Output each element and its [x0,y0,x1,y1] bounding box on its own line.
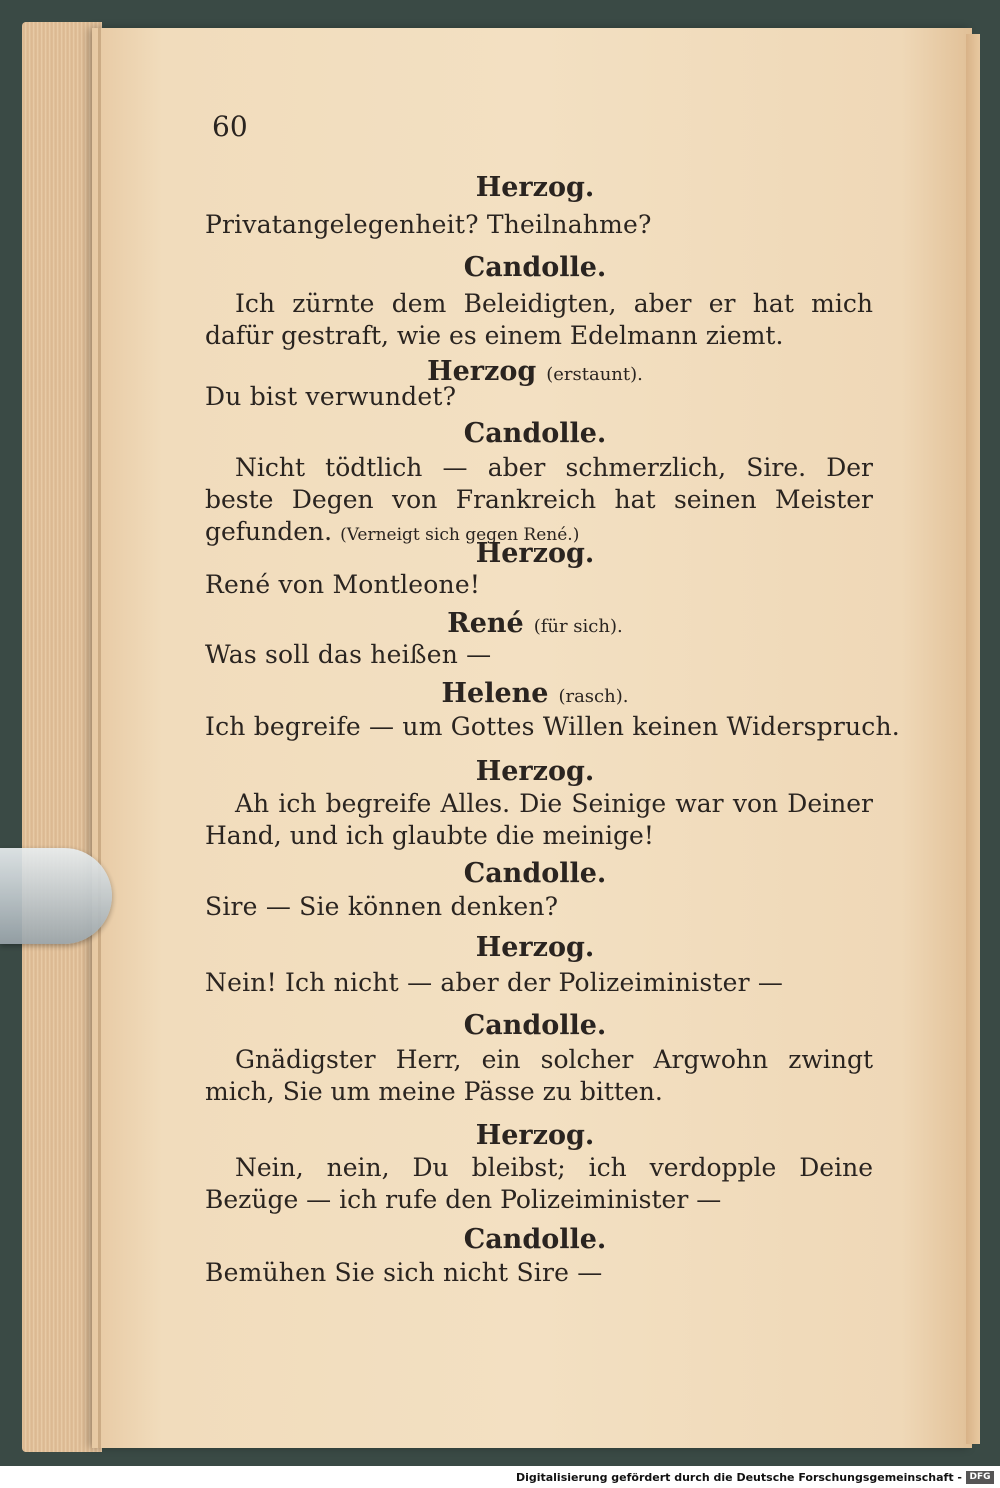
dialogue-line: René von Montleone! [205,570,481,599]
speaker-heading: Herzog. [475,1120,595,1151]
speaker-heading: Candolle. [463,418,607,449]
dialogue-paragraph: Nein, nein, Du bleibst; ich verdopple Deine Bezüge — ich rufe den Polizeiminister — [205,1153,873,1214]
dfg-logo-icon: DFG [966,1471,994,1484]
dialogue-line: Ich begreife — um Gottes Willen keinen Widerspruch. [205,712,900,741]
page-stack-edge [22,22,102,1452]
stage-direction: (für sich). [533,616,623,637]
speaker-heading: Candolle. [463,252,607,283]
speaker-heading: René (für sich). [447,608,623,639]
dialogue-line: Du bist verwundet? [205,382,457,411]
page-number: 60 [212,110,248,143]
dialogue-paragraph: Ah ich begreife Alles. Die Seinige war von Deiner Hand, und ich glaubte die meinige! [205,789,873,850]
stage-direction: (Verneigt sich gegen René.) [340,525,580,545]
page-clip [0,848,112,944]
dialogue-paragraph: Gnädigster Herr, ein solcher Argwohn zwingt mich, Sie um meine Pässe zu bitten. [205,1045,873,1106]
dialogue-paragraph: Ich zürnte dem Beleidigten, aber er hat mich dafür gestraft, wie es einem Edelmann ziemt. [205,289,873,350]
footer-credit: Digitalisierung gefördert durch die Deutsche Forschungsgemeinschaft - [515,1471,962,1484]
dialogue-line: Privatangelegenheit? Theilnahme? [205,210,652,239]
speaker-heading: Herzog. [475,756,595,787]
stage-direction: (erstaunt). [546,364,643,385]
dialogue-paragraph: Nicht tödtlich — aber schmerzlich, Sire. Der beste Degen von Frankreich hat seinen Meister gefunden. (Verneigt sich gegen René.) [205,453,873,546]
dialogue-line: Sire — Sie können denken? [205,892,559,921]
dialogue-line: Was soll das heißen — [205,640,492,669]
speaker-heading: Candolle. [463,1010,607,1041]
speaker-heading: Helene (rasch). [441,678,629,709]
dialogue-line: Nein! Ich nicht — aber der Polizeiminister — [205,968,784,997]
speaker-heading: Candolle. [463,1224,607,1255]
speaker-heading: Herzog. [475,172,595,203]
speaker-heading: Herzog (erstaunt). [427,356,643,387]
page-right-edge [966,34,980,1444]
speaker-heading: Herzog. [475,538,595,569]
stage-direction: (rasch). [558,686,629,707]
gutter-line [98,28,101,1448]
speaker-heading: Herzog. [475,932,595,963]
speaker-heading: Candolle. [463,858,607,889]
dialogue-line: Bemühen Sie sich nicht Sire — [205,1258,603,1287]
